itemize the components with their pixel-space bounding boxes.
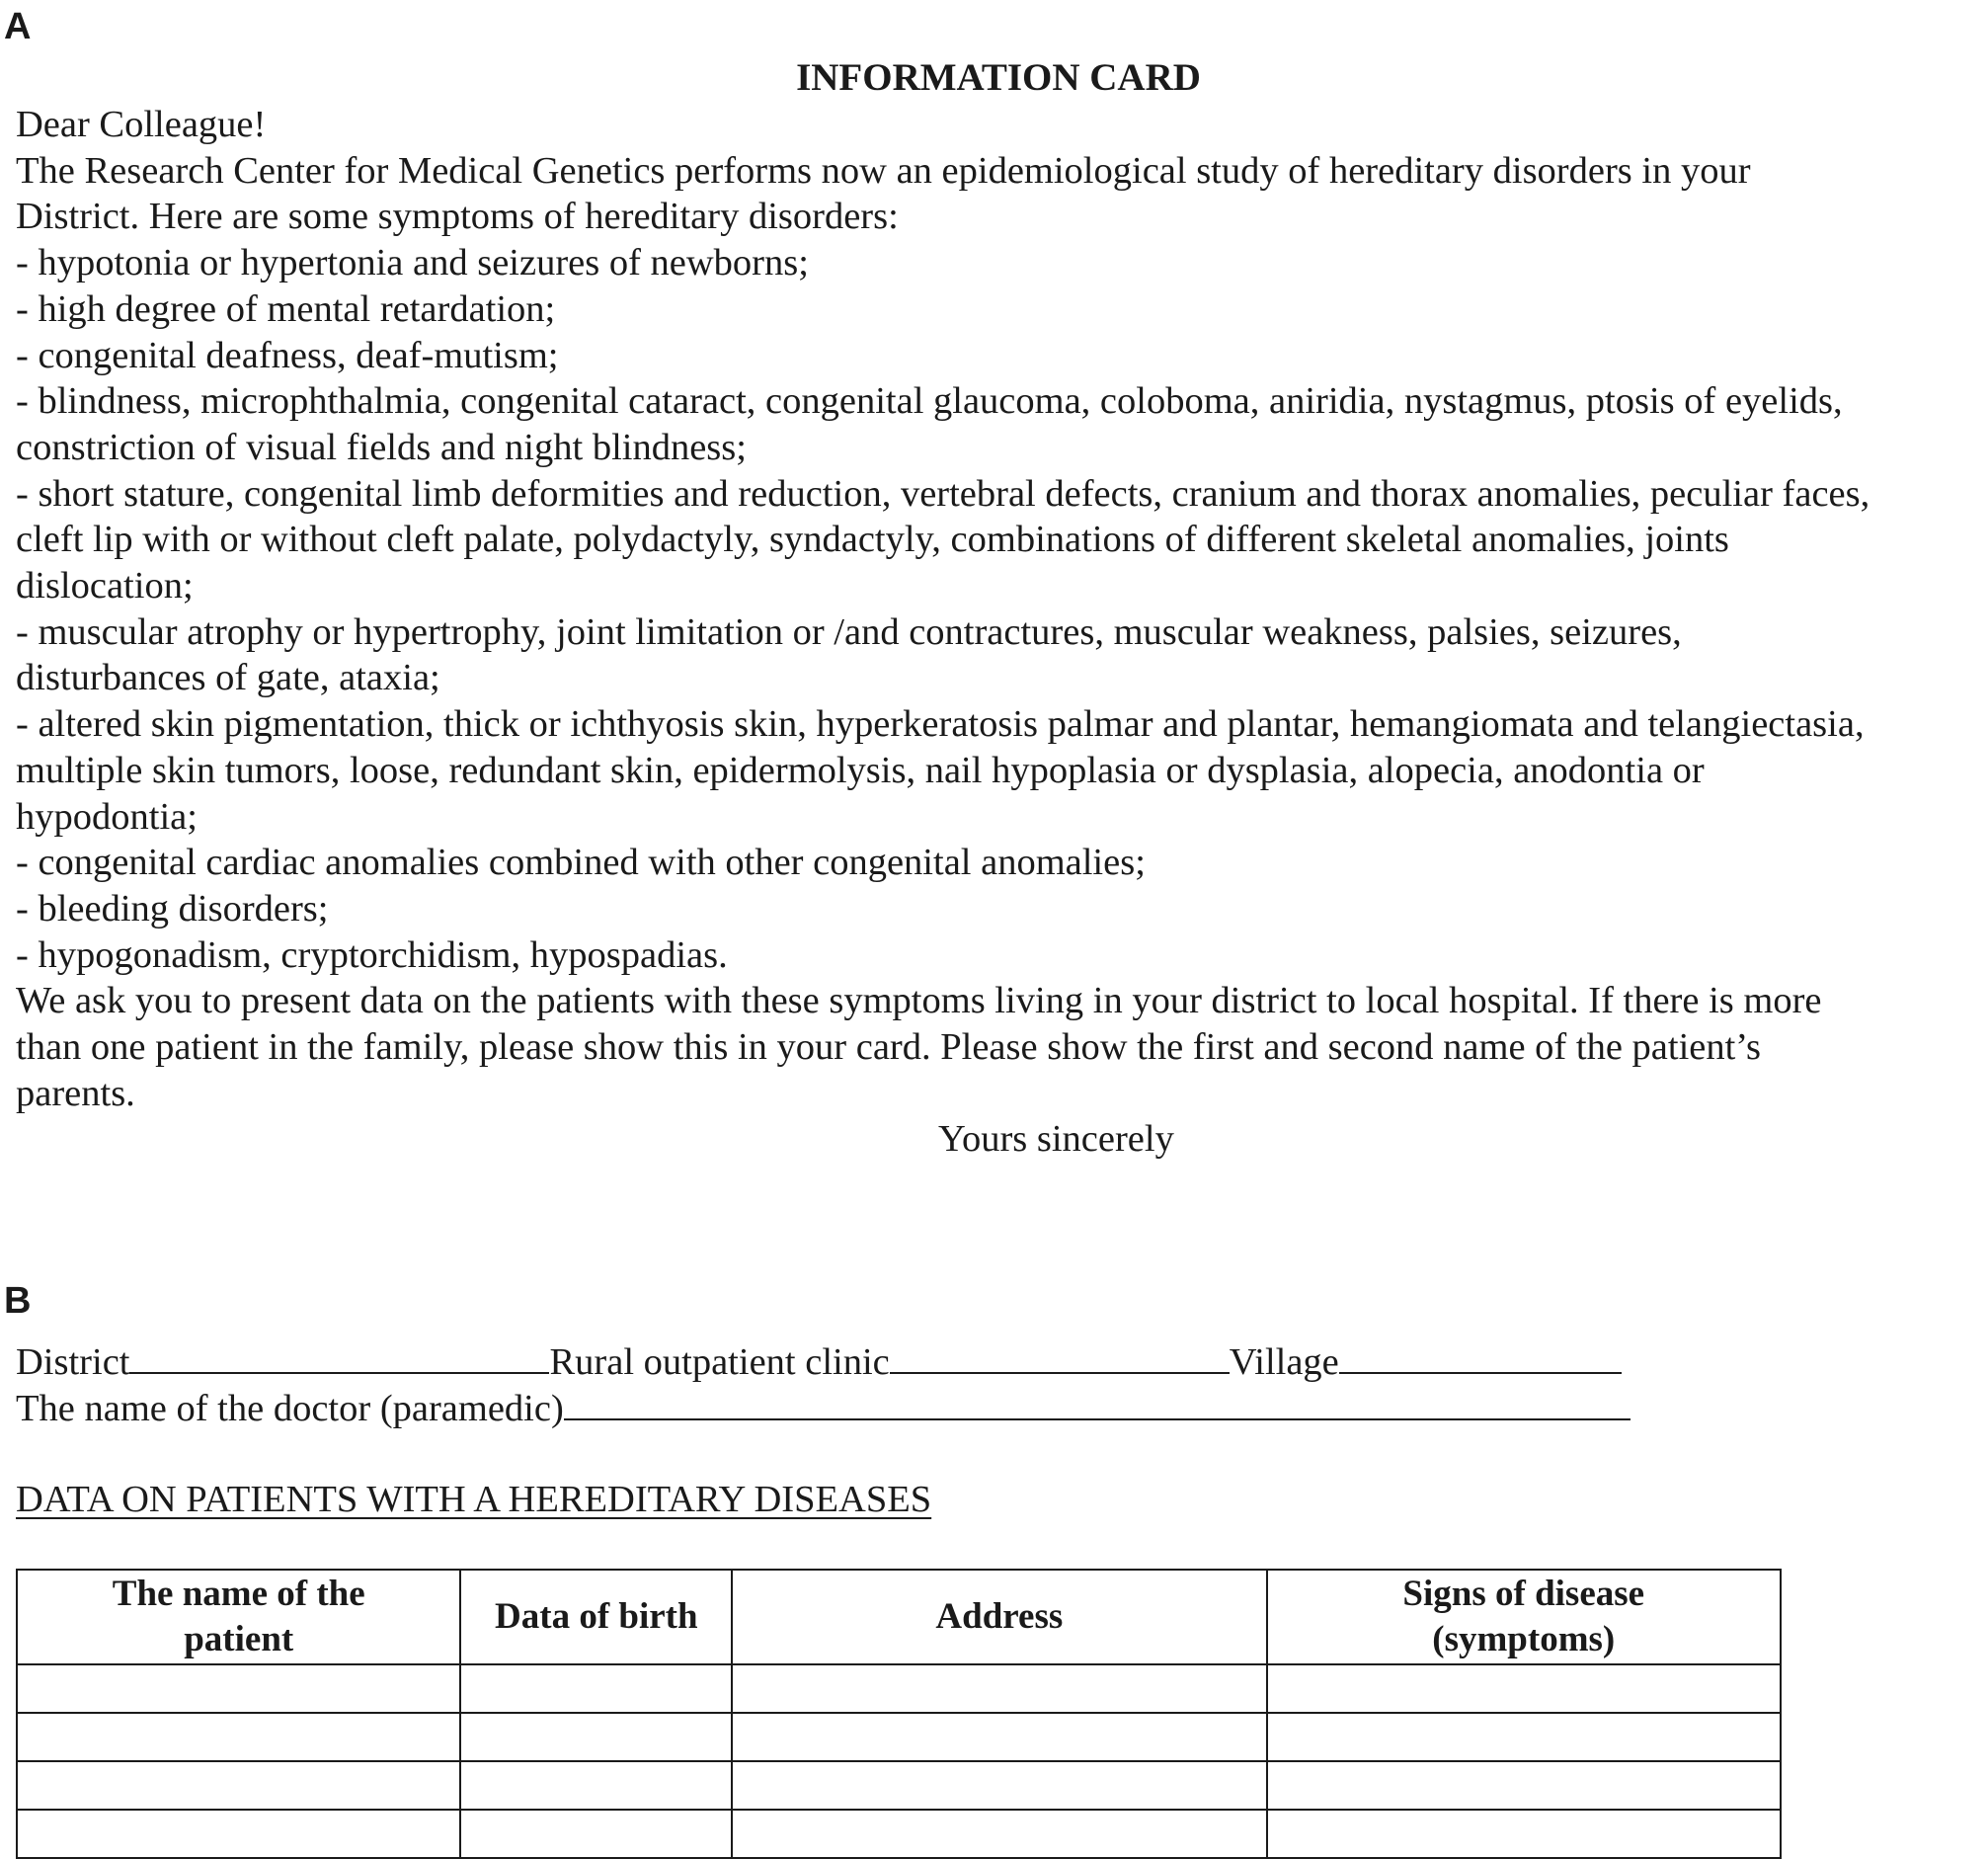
village-blank[interactable] bbox=[1339, 1338, 1622, 1374]
letter-line: - hypogonadism, cryptorchidism, hypospadias. bbox=[16, 933, 728, 976]
doctor-field-line bbox=[16, 1385, 1630, 1432]
patients-table-body bbox=[17, 1664, 1781, 1858]
cell-address[interactable] bbox=[732, 1664, 1266, 1713]
cell-date-of-birth[interactable] bbox=[460, 1664, 732, 1713]
letter-line: than one patient in the family, please show this in your card. Please show the first and second name of the patient’s bbox=[16, 1026, 1761, 1069]
cell-signs-of-disease[interactable] bbox=[1267, 1761, 1782, 1810]
table-row bbox=[17, 1810, 1781, 1858]
cell-patient-name[interactable] bbox=[17, 1810, 460, 1858]
letter-line: disturbances of gate, ataxia; bbox=[16, 657, 440, 699]
letter-line: - short stature, congenital limb deformities and reduction, vertebral defects, cranium and thorax anomalies, peculiar faces, bbox=[16, 472, 1870, 515]
letter-line: The Research Center for Medical Genetics performs now an epidemiological study of hereditary disorders in your bbox=[16, 149, 1751, 192]
panel-a-label: A bbox=[4, 6, 32, 47]
clinic-blank[interactable] bbox=[890, 1338, 1230, 1374]
letter-line: - bleeding disorders; bbox=[16, 887, 329, 930]
cell-address[interactable] bbox=[732, 1810, 1266, 1858]
cell-address[interactable] bbox=[732, 1713, 1266, 1761]
panel-b-label: B bbox=[4, 1280, 32, 1322]
letter-line: We ask you to present data on the patients with these symptoms living in your district to local hospital. If there is more bbox=[16, 980, 1822, 1022]
cell-patient-name[interactable] bbox=[17, 1664, 460, 1713]
cell-signs-of-disease[interactable] bbox=[1267, 1664, 1782, 1713]
letter-line: Dear Colleague! bbox=[16, 104, 267, 145]
letter-line: parents. bbox=[16, 1072, 135, 1114]
header-signs-of-disease: Signs of disease (symptoms) bbox=[1267, 1570, 1782, 1664]
header-patient-name: The name of the patient bbox=[17, 1570, 460, 1664]
letter-body bbox=[16, 102, 1981, 1116]
letter-line: - high degree of mental retardation; bbox=[16, 287, 556, 330]
letter-line: cleft lip with or without cleft palate, polydactyly, syndactyly, combinations of different skeletal anomalies, joints bbox=[16, 519, 1729, 561]
section-heading: DATA ON PATIENTS WITH A HEREDITARY DISEASES bbox=[16, 1479, 932, 1520]
cell-patient-name[interactable] bbox=[17, 1713, 460, 1761]
clinic-label: Rural outpatient clinic bbox=[549, 1341, 890, 1383]
letter-line: - blindness, microphthalmia, congenital cataract, congenital glaucoma, coloboma, aniridia, nystagmus, ptosis of eyelids, bbox=[16, 380, 1843, 423]
letter-line: - muscular atrophy or hypertrophy, joint limitation or /and contractures, muscular weakness, palsies, seizures, bbox=[16, 610, 1682, 653]
letter-line: - hypotonia or hypertonia and seizures of newborns; bbox=[16, 242, 809, 284]
table-row bbox=[17, 1761, 1781, 1810]
letter-line: constriction of visual fields and night blindness; bbox=[16, 426, 747, 468]
letter-line: District. Here are some symptoms of hereditary disorders: bbox=[16, 196, 899, 238]
cell-date-of-birth[interactable] bbox=[460, 1810, 732, 1858]
table-row bbox=[17, 1664, 1781, 1713]
district-blank[interactable] bbox=[129, 1338, 549, 1374]
signoff: Yours sincerely bbox=[938, 1118, 1174, 1160]
doctor-label: The name of the doctor (paramedic) bbox=[16, 1388, 564, 1429]
location-fields-line bbox=[16, 1338, 1622, 1386]
letter-line: hypodontia; bbox=[16, 795, 198, 838]
district-label: District bbox=[16, 1341, 130, 1383]
card-title: INFORMATION CARD bbox=[796, 56, 1201, 99]
letter-line: - congenital deafness, deaf-mutism; bbox=[16, 334, 559, 376]
letter-line: - congenital cardiac anomalies combined with other congenital anomalies; bbox=[16, 842, 1146, 884]
letter-line: - altered skin pigmentation, thick or ichthyosis skin, hyperkeratosis palmar and plantar, hemangiomata and telangiectasia, bbox=[16, 703, 1865, 746]
letter-line: multiple skin tumors, loose, redundant skin, epidermolysis, nail hypoplasia or dysplasia, alopecia, anodontia or bbox=[16, 749, 1705, 791]
header-date-of-birth: Data of birth bbox=[460, 1570, 732, 1664]
header-address: Address bbox=[732, 1570, 1266, 1664]
cell-signs-of-disease[interactable] bbox=[1267, 1713, 1782, 1761]
patients-table bbox=[16, 1569, 1782, 1859]
cell-date-of-birth[interactable] bbox=[460, 1713, 732, 1761]
table-header-row bbox=[17, 1570, 1781, 1664]
table-row bbox=[17, 1713, 1781, 1761]
cell-patient-name[interactable] bbox=[17, 1761, 460, 1810]
cell-signs-of-disease[interactable] bbox=[1267, 1810, 1782, 1858]
letter-line: dislocation; bbox=[16, 565, 194, 607]
cell-address[interactable] bbox=[732, 1761, 1266, 1810]
doctor-blank[interactable] bbox=[564, 1385, 1630, 1420]
village-label: Village bbox=[1229, 1341, 1339, 1383]
cell-date-of-birth[interactable] bbox=[460, 1761, 732, 1810]
